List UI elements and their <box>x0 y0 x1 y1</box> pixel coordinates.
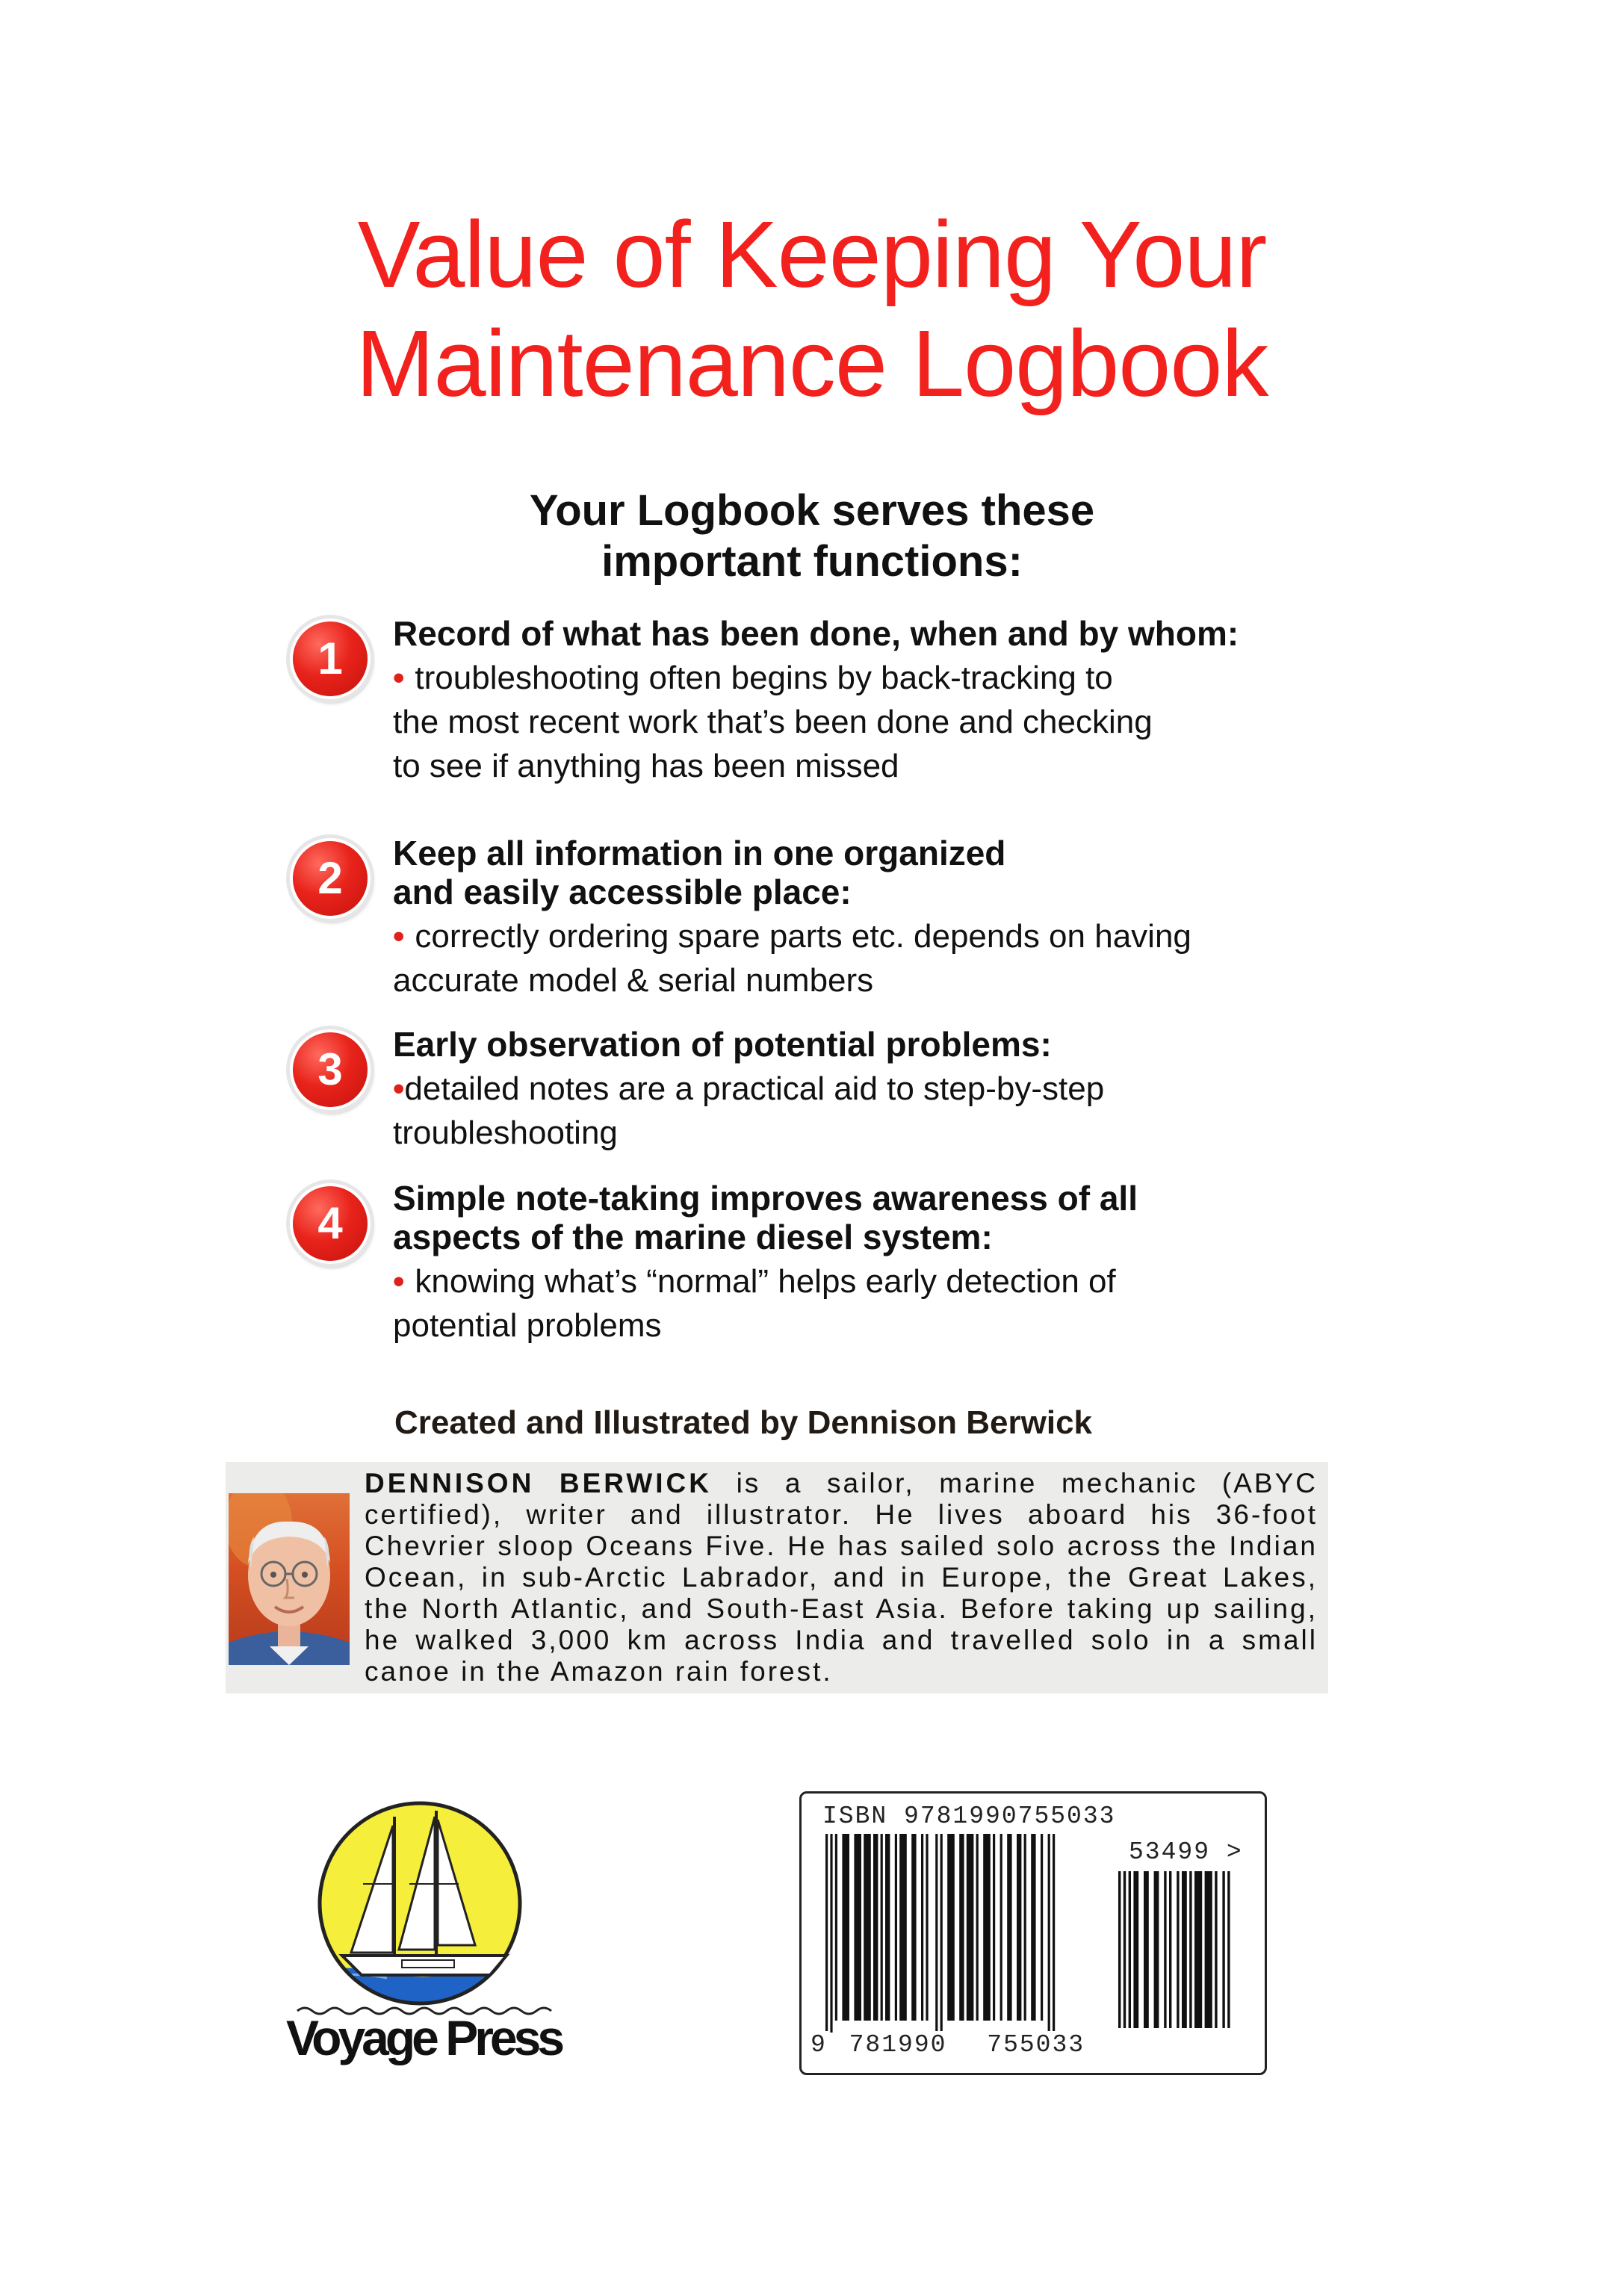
author-bio-text: DENNISON BERWICK is a sailor, marine mechanic (ABYC certified), writer and illustrator. He lives aboard his 36-foot Chevrier sloop Oceans Five. He has sailed solo across the Indian Ocean, in sub-Arctic Labrador, and in Europe, the Great Lakes, the North Atlantic, and South-East Asia. Before taking up sailing, he walked 3,000 km across India and travelled solo in a small canoe in the Amazon rain forest. <box>365 1468 1318 1687</box>
barcode-digits: 9 781990 755033 <box>811 2031 1085 2059</box>
page-title <box>0 200 1624 418</box>
price-code: 53499 > <box>1129 1838 1243 1866</box>
barcode-bar <box>911 1834 916 2021</box>
number-badge: 2 <box>290 838 371 919</box>
number-badge: 4 <box>290 1183 371 1264</box>
barcode-bar <box>1205 1871 1212 2028</box>
barcode-bar <box>967 1834 974 2021</box>
barcode-bar <box>1048 1834 1050 2033</box>
number-badge: 1 <box>290 619 371 699</box>
barcode-bar <box>1154 1871 1159 2028</box>
subtitle-line-2: important functions: <box>601 537 1023 586</box>
subtitle-line-1: Your Logbook serves these <box>529 486 1095 535</box>
barcode-bars <box>822 1834 1106 2036</box>
bullet: • <box>393 918 405 955</box>
title-line-2: Maintenance Logbook <box>356 311 1268 416</box>
barcode-bar <box>873 1834 878 2021</box>
function-heading: Keep all information in one organized and easily accessible place: <box>393 834 1006 911</box>
barcode-bar <box>1227 1871 1230 2028</box>
title-line-1: Value of Keeping Your <box>357 202 1267 307</box>
function-description: •detailed notes are a practical aid to step-by-step troubleshooting <box>393 1070 1105 1151</box>
publisher-name: Voyage Press <box>286 2010 562 2065</box>
barcode-bar <box>1129 1871 1131 2028</box>
function-description: • knowing what’s “normal” helps early detection of potential problems <box>393 1263 1116 1344</box>
barcode-bar <box>1118 1871 1121 2028</box>
barcode-bar <box>895 1834 897 2021</box>
author-photo <box>229 1493 350 1665</box>
barcode-bar <box>1000 1834 1002 2021</box>
barcode-bar <box>1189 1871 1191 2028</box>
author-name: DENNISON BERWICK <box>365 1468 712 1498</box>
barcode-bar <box>899 1834 907 2021</box>
bullet: • <box>393 1070 405 1107</box>
barcode-bar <box>983 1834 991 2021</box>
barcode-bar <box>842 1834 849 2021</box>
barcode-bar <box>885 1834 890 2021</box>
barcode-bar <box>1007 1834 1011 2021</box>
barcode-bar <box>1017 1834 1021 2021</box>
bullet: • <box>393 1263 405 1300</box>
barcode-bar <box>854 1834 861 2021</box>
function-heading: Early observation of potential problems: <box>393 1025 1052 1064</box>
barcode-bar <box>1144 1871 1149 2028</box>
barcode-bar <box>1194 1871 1202 2028</box>
isbn-label: ISBN 9781990755033 <box>822 1802 1116 1830</box>
barcode-bar <box>825 1834 828 2033</box>
barcode-bar <box>1169 1871 1171 2028</box>
barcode-bar <box>1222 1871 1224 2028</box>
function-description: • troubleshooting often begins by back-tracking to the most recent work that’s been done and checking to see if anything has been missed <box>393 660 1153 784</box>
author-credit: Created and Illustrated by Dennison Berwick <box>394 1404 1093 1441</box>
barcode-bar <box>1133 1871 1138 2028</box>
addon-barcode-bars <box>1115 1871 1242 2036</box>
barcode-bar <box>1031 1834 1035 2021</box>
author-bio-panel <box>226 1462 1328 1693</box>
function-heading: Record of what has been done, when and by whom: <box>393 614 1239 653</box>
barcode-bar <box>1215 1871 1217 2028</box>
barcode-bar <box>921 1834 923 2021</box>
barcode-bar <box>1024 1834 1026 2021</box>
barcode-bar <box>947 1834 955 2021</box>
function-heading: Simple note-taking improves awareness of all aspects of the marine diesel system: <box>393 1179 1138 1256</box>
barcode-bar <box>1164 1871 1166 2028</box>
barcode-bar <box>935 1834 937 2033</box>
barcode-bar <box>1053 1834 1055 2033</box>
barcode-bar <box>976 1834 979 2021</box>
barcode-bar <box>1182 1871 1187 2028</box>
barcode-bar <box>926 1834 928 2021</box>
barcode-bar <box>830 1834 832 2033</box>
barcode-bar <box>881 1834 883 2021</box>
bullet: • <box>393 660 405 696</box>
barcode-bar <box>1177 1871 1179 2028</box>
barcode-bar <box>835 1834 837 2021</box>
function-description: • correctly ordering spare parts etc. depends on having accurate model & serial numbers <box>393 918 1191 999</box>
barcode-bar <box>940 1834 943 2033</box>
number-badge: 3 <box>290 1029 371 1110</box>
barcode-bar <box>864 1834 871 2021</box>
subtitle <box>0 486 1624 587</box>
barcode-bar <box>1041 1834 1043 2021</box>
barcode-bar <box>959 1834 964 2021</box>
barcode-bar <box>993 1834 995 2021</box>
isbn-barcode <box>799 1791 1267 2075</box>
barcode-bar <box>1124 1871 1126 2028</box>
